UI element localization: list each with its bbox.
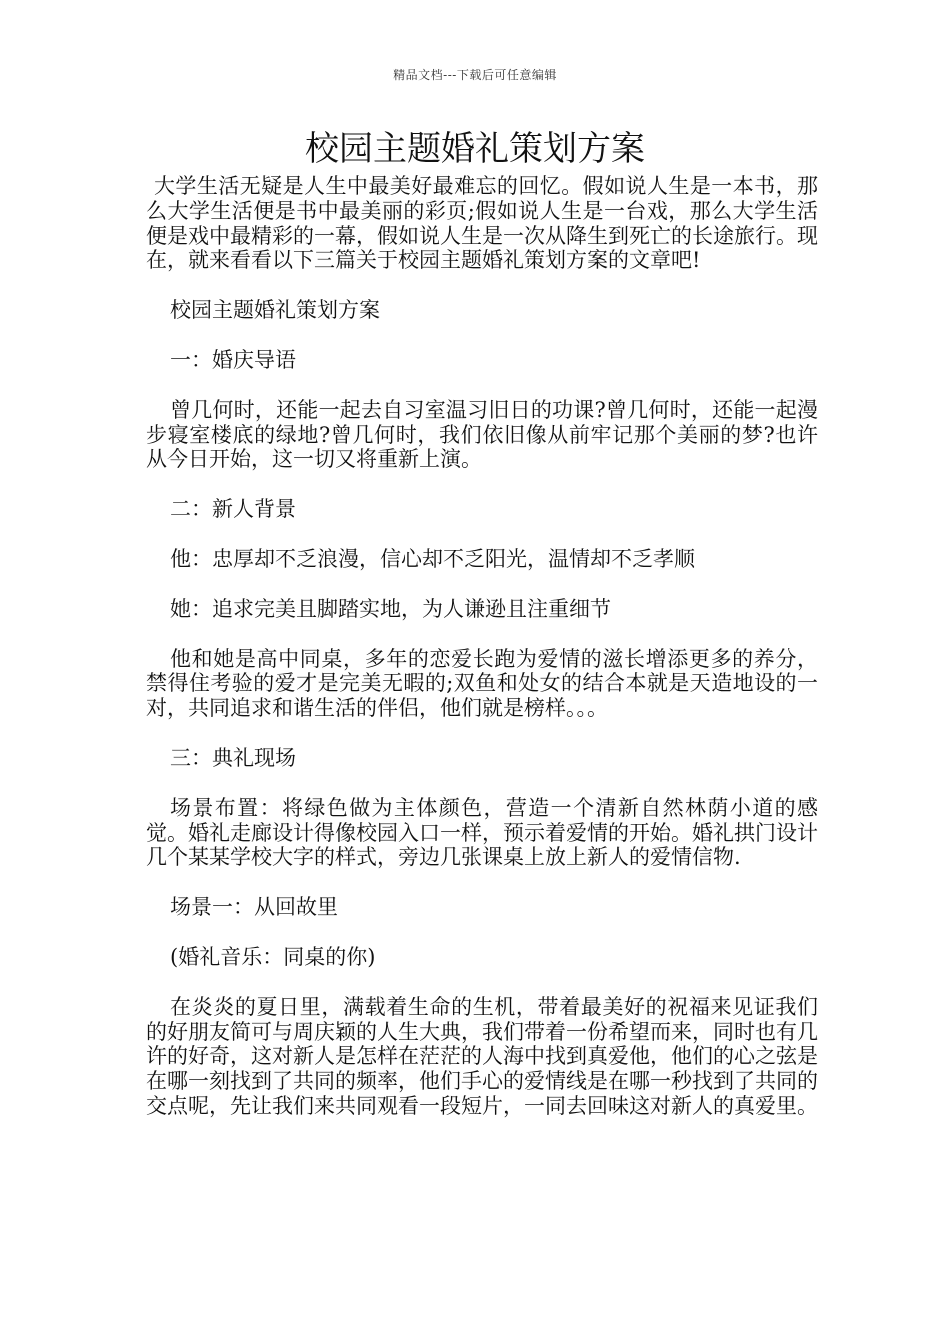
paragraph-scene-one: 在炎炎的夏日里，满载着生命的生机，带着最美好的祝福来见证我们的好朋友简可与周庆颖的人生大典，我们带着一份希望而来，同时也有几许的好奇，这对新人是怎样在茫茫的人海中找到真爱他，他们的心之弦是在哪一刻找到了共同的频率，他们手心的爱情线是在哪一秒找到了共同的交点呢，先让我们来共同观看一段短片，一同去回味这对新人的真爱里。 [146,994,818,1118]
scene-one-music: (婚礼音乐：同桌的你) [170,944,376,969]
section-heading-intro: 一：婚庆导语 [170,347,296,372]
scene-one-heading: 场景一：从回故里 [170,895,338,920]
section-title: 校园主题婚礼策划方案 [170,298,380,323]
section-heading-background: 二：新人背景 [170,497,296,522]
document-title: 校园主题婚礼策划方案 [305,129,645,169]
document-body [146,174,818,1119]
intro-paragraph: 大学生活无疑是人生中最美好最难忘的回忆。假如说人生是一本书，那么大学生活便是书中最美丽的彩页;假如说人生是一台戏，那么大学生活便是戏中最精彩的一幕，假如说人生是一次从降生到死亡的长途旅行。现在，就来看看以下三篇关于校园主题婚礼策划方案的文章吧! [146,174,818,273]
paragraph-scene-setup: 场景布置：将绿色做为主体颜色，营造一个清新自然林荫小道的感觉。婚礼走廊设计得像校园入口一样，预示着爱情的开始。婚礼拱门设计几个某某学校大字的样式，旁边几张课桌上放上新人的爱情信物. [146,795,818,870]
paragraph-bride: 她：追求完美且脚踏实地，为人谦逊且注重细节 [170,596,611,621]
paragraph-groom: 他：忠厚却不乏浪漫，信心却不乏阳光，温情却不乏孝顺 [170,546,695,571]
page-header: 精品文档---下载后可任意编辑 [393,68,557,82]
paragraph-couple-story: 他和她是高中同桌，多年的恋爱长跑为爱情的滋长增添更多的养分，禁得住考验的爱才是完美无暇的;双鱼和处女的结合本就是天造地设的一对，共同追求和谐生活的伴侣，他们就是榜样。。。 [146,646,818,721]
section-heading-ceremony: 三：典礼现场 [170,745,296,770]
paragraph-intro-text: 曾几何时，还能一起去自习室温习旧日的功课?曾几何时，还能一起漫步寝室楼底的绿地?曾几何时，我们依旧像从前牢记那个美丽的梦?也许从今日开始，这一切又将重新上演。 [146,397,818,472]
